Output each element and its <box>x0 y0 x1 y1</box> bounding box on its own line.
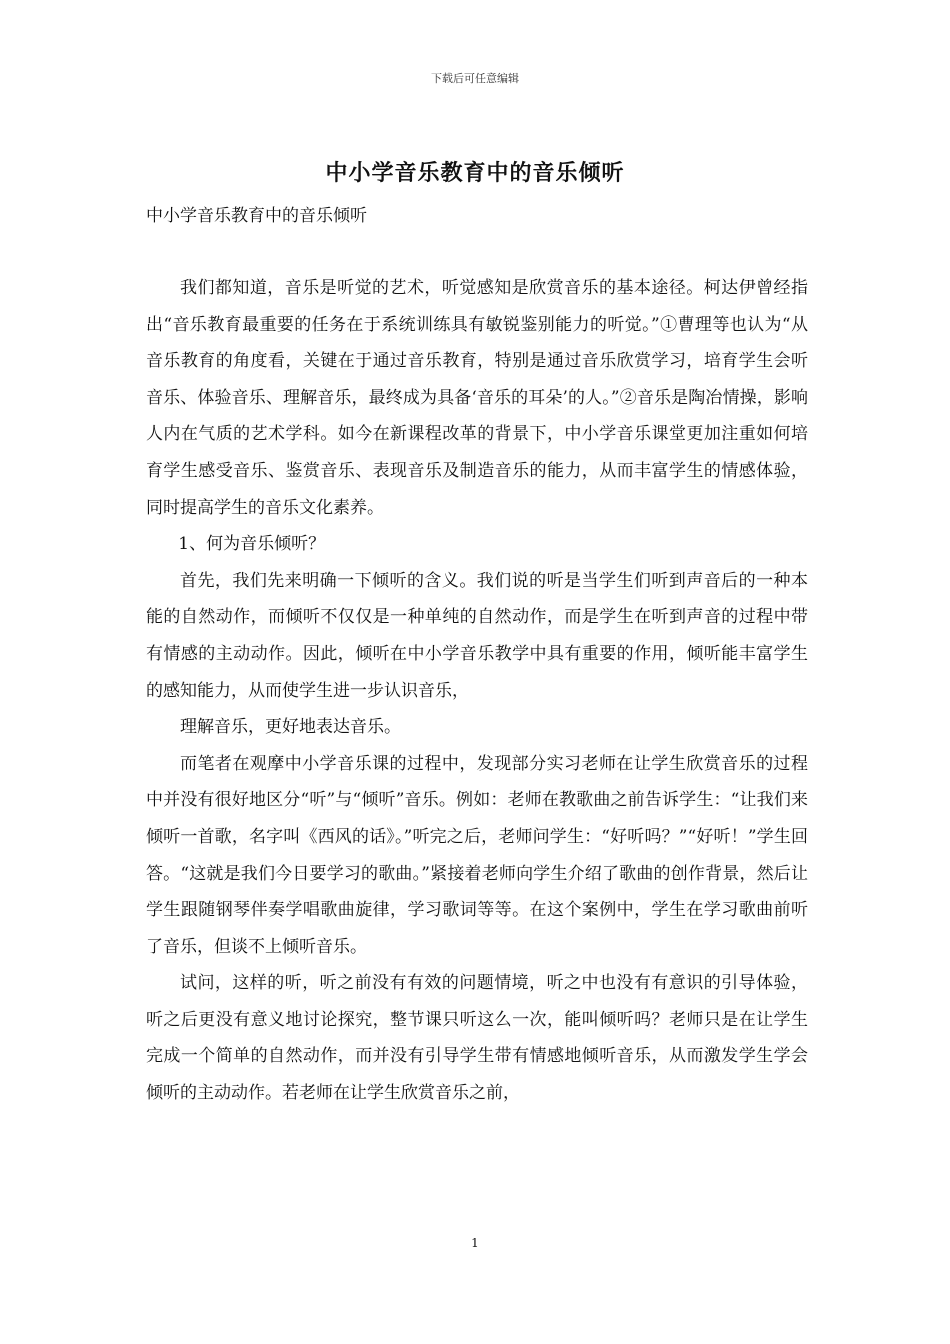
section-heading-1: 1、何为音乐倾听？ <box>178 534 326 555</box>
header-note: 下载后可任意编辑 <box>431 72 519 85</box>
paragraph-definition: 首先，我们先来明确一下倾听的含义。我们说的听是当学生们听到声音后的一种本能的自然动作，而倾听不仅仅是一种单纯的自然动作，而是学生在听到声音的过程中带有情感的主动动作。因此，倾听在中小学音乐教学中具有重要的作用，倾听能丰富学生的感知能力，从而使学生进一步认识音乐， <box>146 570 808 701</box>
document-subtitle: 中小学音乐教育中的音乐倾听 <box>146 206 367 226</box>
paragraph-continuation: 理解音乐，更好地表达音乐。 <box>180 717 401 738</box>
paragraph-intro: 我们都知道，音乐是听觉的艺术，听觉感知是欣赏音乐的基本途径。柯达伊曾经指出“音乐教育最重要的任务在于系统训练具有敏锐鉴别能力的听觉。”①曹理等也认为“从音乐教育的角度看，关键在于通过音乐教育，特别是通过音乐欣赏学习，培育学生会听音乐、体验音乐、理解音乐，最终成为具备‘音乐的耳朵’的人。”②音乐是陶冶情操，影响人内在气质的艺术学科。如今在新课程改革的背景下，中小学音乐课堂更加注重如何培育学生感受音乐、鉴赏音乐、表现音乐及制造音乐的能力，从而丰富学生的情感体验，同时提高学生的音乐文化素养。 <box>146 278 808 518</box>
document-title: 中小学音乐教育中的音乐倾听 <box>325 160 625 186</box>
page-number: 1 <box>471 1236 479 1250</box>
paragraph-question: 试问，这样的听，听之前没有有效的问题情境，听之中也没有有意识的引导体验，听之后更没有意义地讨论探究，整节课只听这么一次，能叫倾听吗？老师只是在让学生完成一个简单的自然动作，而并没有引导学生带有情感地倾听音乐，从而激发学生学会倾听的主动动作。若老师在让学生欣赏音乐之前， <box>146 973 808 1104</box>
paragraph-case: 而笔者在观摩中小学音乐课的过程中，发现部分实习老师在让学生欣赏音乐的过程中并没有很好地区分“听”与“倾听”音乐。例如：老师在教歌曲之前告诉学生：“让我们来倾听一首歌，名字叫《西风的话》。”听完之后，老师问学生：“好听吗？”“好听！”学生回答。“这就是我们今日要学习的歌曲。”紧接着老师向学生介绍了歌曲的创作背景，然后让学生跟随钢琴伴奏学唱歌曲旋律，学习歌词等等。在这个案例中，学生在学习歌曲前听了音乐，但谈不上倾听音乐。 <box>146 753 808 957</box>
document-body <box>146 270 808 1112</box>
